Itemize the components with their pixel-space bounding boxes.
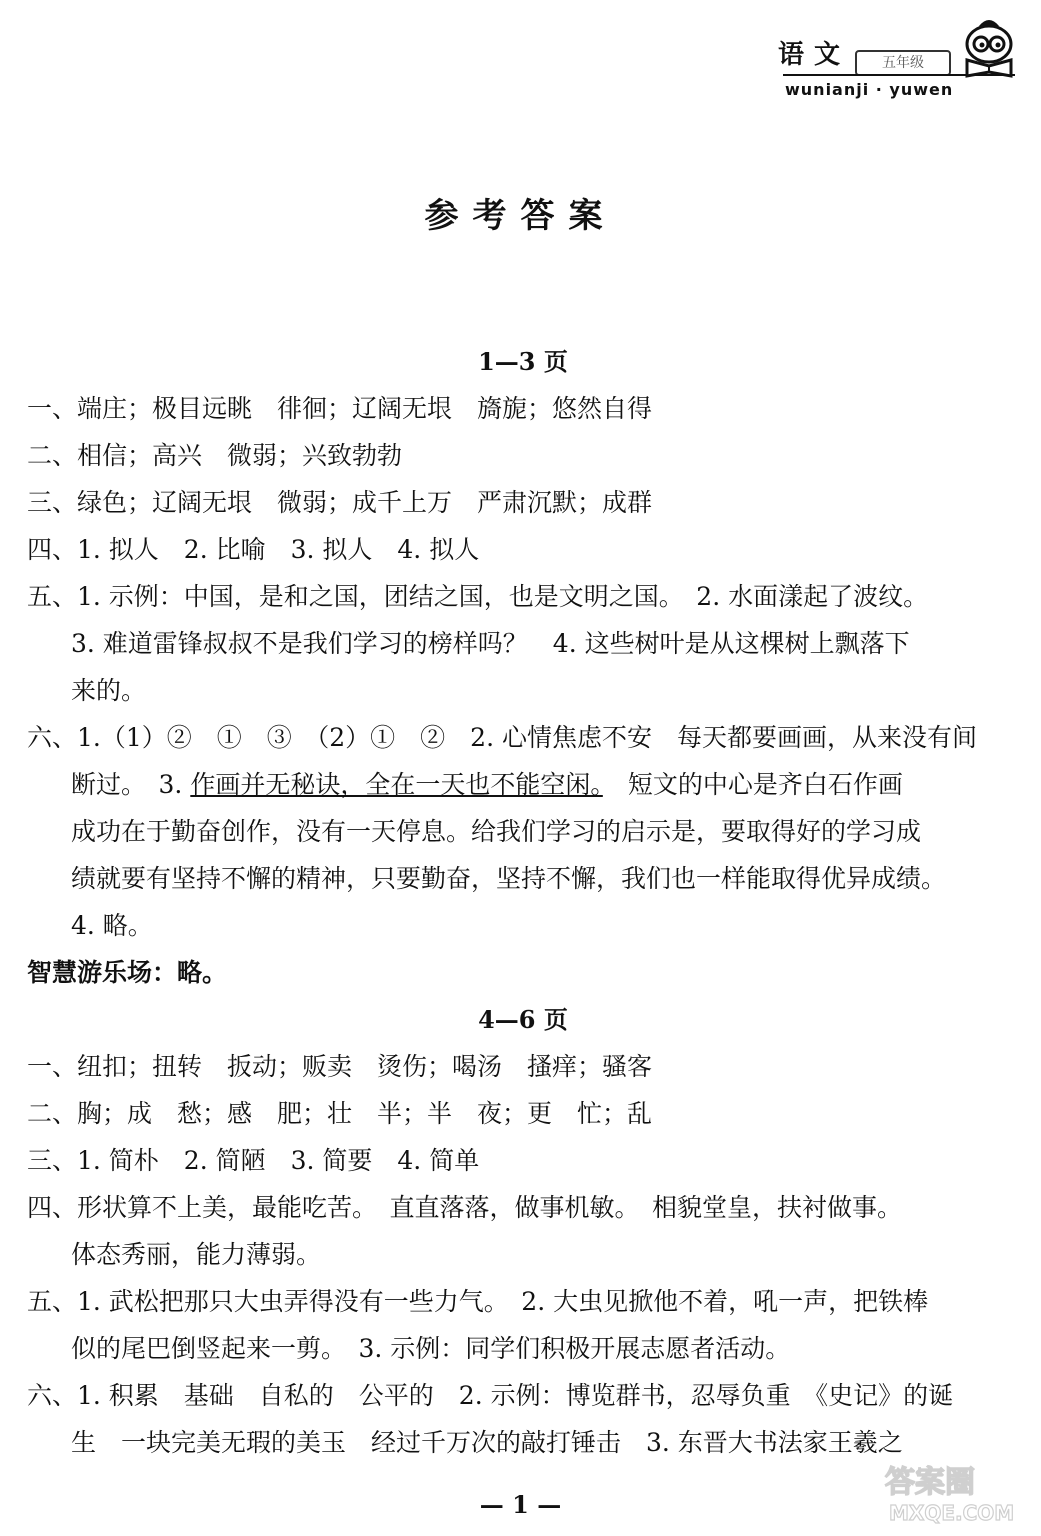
page-number: — 1 —: [479, 1490, 562, 1519]
section-heading: 4—6 页: [478, 1005, 568, 1034]
section-heading: 1—3 页: [478, 347, 568, 376]
answer-line: 一、纽扣；扭转 扳动；贩卖 烫伤；喝汤 搔痒；骚客: [27, 1052, 653, 1081]
answer-line: 4. 略。: [71, 911, 153, 940]
answer-line: 五、1. 示例：中国，是和之国，团结之国，也是文明之国。 2. 水面漾起了波纹。: [27, 582, 929, 611]
answer-line: 来的。: [71, 676, 147, 705]
svg-text:MXQE.COM: MXQE.COM: [889, 1501, 1015, 1525]
answer-line: 生 一块完美无瑕的美玉 经过千万次的敲打锤击 3. 东晋大书法家王羲之: [71, 1428, 903, 1457]
answer-line: 绩就要有坚持不懈的精神，只要勤奋，坚持不懈，我们也一样能取得优异成绩。: [71, 864, 947, 893]
answer-line: [27, 761, 1019, 808]
answer-line: 成功在于勤奋创作，没有一天停息。给我们学习的启示是，要取得好的学习成: [71, 817, 922, 846]
mascot-reading-icon: [957, 14, 1021, 78]
answer-line: 四、形状算不上美，最能吃苦。 直直落落，做事机敏。 相貌堂皇，扶衬做事。: [27, 1193, 903, 1222]
answer-line: 六、1. 积累 基础 自私的 公平的 2. 示例：博览群书，忍辱负重 《史记》的诞: [27, 1381, 954, 1410]
underlined-answer: 作画并无秘诀，全在一天也不能空闲。: [190, 770, 603, 799]
grade-label: 五年级: [855, 50, 951, 76]
answer-line: 体态秀丽，能力薄弱。: [71, 1240, 322, 1269]
watermark-logo: [881, 1458, 1031, 1528]
answer-line: 智慧游乐场：略。: [27, 958, 228, 987]
answer-line: 一、端庄；极目远眺 徘徊；辽阔无垠 旖旎；悠然自得: [27, 394, 653, 423]
answer-line: 二、胸；成 愁；感 肥；壮 半；半 夜；更 忙；乱: [27, 1099, 653, 1128]
answer-line: 五、1. 武松把那只大虫弄得没有一些力气。 2. 大虫见掀他不着，吼一声，把铁棒: [27, 1287, 929, 1316]
subject-label: 语文: [778, 40, 851, 70]
answer-line: 三、1. 简朴 2. 简陋 3. 简要 4. 简单: [27, 1146, 480, 1175]
answer-line: 三、绿色；辽阔无垠 微弱；成千上万 严肃沉默；成群: [27, 488, 653, 517]
answer-line: 似的尾巴倒竖起来一剪。 3. 示例：同学们积极开展志愿者活动。: [71, 1334, 791, 1363]
answer-text: 断过。 3.: [71, 770, 191, 799]
answer-content: [27, 338, 1019, 1466]
page-title: 参考答案: [424, 196, 617, 236]
subject-pinyin: wunianji · yuwen: [785, 80, 954, 99]
answer-text: 短文的中心是齐白石作画: [602, 770, 903, 799]
svg-text:答案圈: 答案圈: [885, 1465, 975, 1500]
answer-line: 四、1. 拟人 2. 比喻 3. 拟人 4. 拟人: [27, 535, 480, 564]
answer-line: 六、1.（1）② ① ③ （2）① ② 2. 心情焦虑不安 每天都要画画，从来没有间: [27, 723, 977, 752]
answer-line: 3. 难道雷锋叔叔不是我们学习的榜样吗？ 4. 这些树叶是从这棵树上飘落下: [71, 629, 910, 658]
page-header: [723, 14, 1023, 104]
answer-line: 二、相信；高兴 微弱；兴致勃勃: [27, 441, 403, 470]
